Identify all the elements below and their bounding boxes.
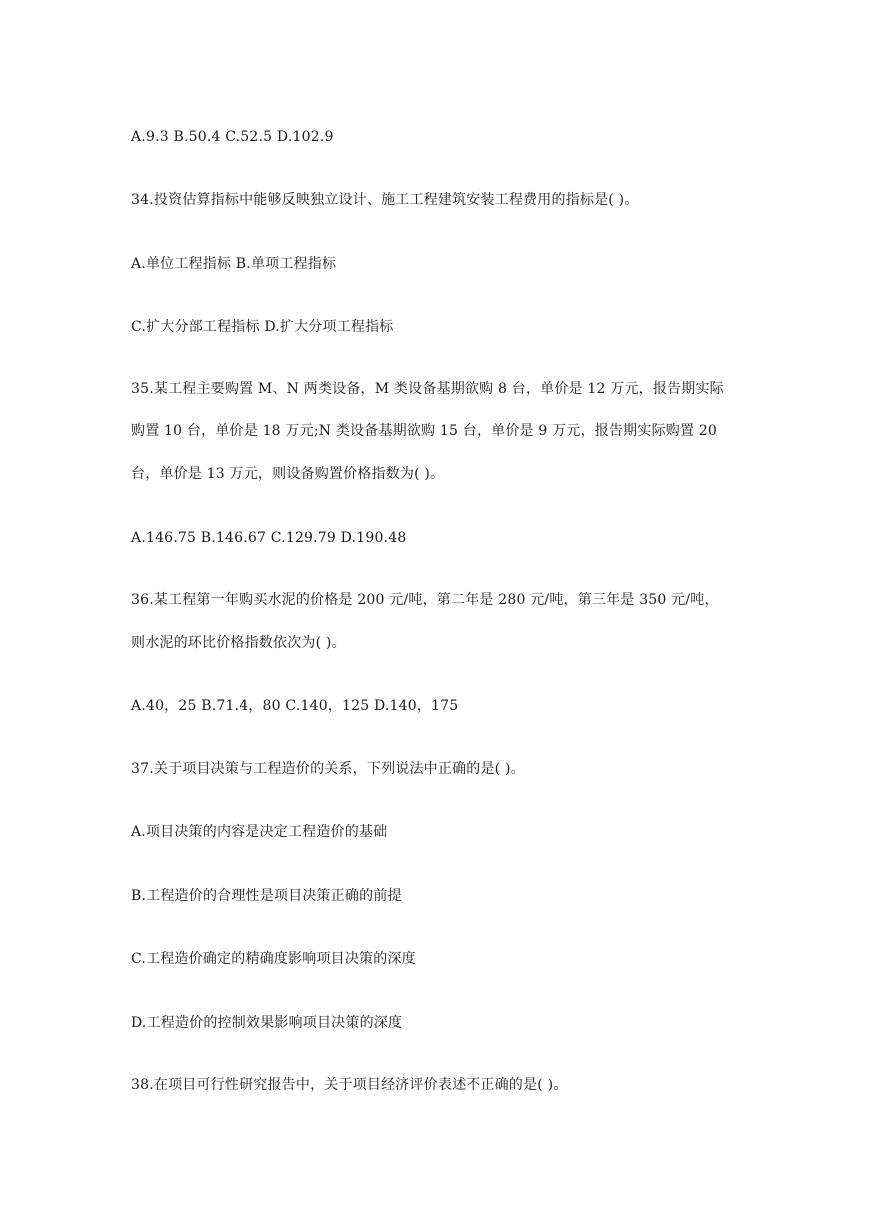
q35-question-line1: 35.某工程主要购置 M、N 两类设备，M 类设备基期欲购 8 台，单价是 12 万元，报告期实际	[131, 381, 724, 397]
q34-options-ab: A.单位工程指标 B.单项工程指标	[131, 256, 337, 272]
q37-option-a: A.项目决策的内容是决定工程造价的基础	[131, 824, 388, 840]
q37-option-c: C.工程造价确定的精确度影响项目决策的深度	[131, 951, 416, 967]
q37-option-b: B.工程造价的合理性是项目决策正确的前提	[131, 888, 402, 904]
q35-options: A.146.75 B.146.67 C.129.79 D.190.48	[131, 530, 407, 546]
q37-option-d: D.工程造价的控制效果影响项目决策的深度	[131, 1015, 403, 1031]
q35-question-line2: 购置 10 台，单价是 18 万元;N 类设备基期欲购 15 台，单价是 9 万元，报告期实际购置 20	[131, 423, 718, 439]
q36-question-line1: 36.某工程第一年购买水泥的价格是 200 元/吨，第二年是 280 元/吨，第三年是 350 元/吨，	[131, 592, 719, 608]
q35-question-line3: 台，单价是 13 万元，则设备购置价格指数为( )。	[131, 466, 445, 482]
q36-question-line2: 则水泥的环比价格指数依次为( )。	[131, 635, 346, 651]
q34-question: 34.投资估算指标中能够反映独立设计、施工工程建筑安装工程费用的指标是( )。	[131, 192, 639, 208]
q34-options-cd: C.扩大分部工程指标 D.扩大分项工程指标	[131, 319, 394, 335]
q38-question: 38.在项目可行性研究报告中，关于项目经济评价表述不正确的是( )。	[131, 1077, 568, 1093]
q36-options: A.40，25 B.71.4，80 C.140，125 D.140，175	[131, 698, 459, 714]
q33-options: A.9.3 B.50.4 C.52.5 D.102.9	[131, 129, 334, 145]
q37-question: 37.关于项目决策与工程造价的关系，下列说法中正确的是( )。	[131, 761, 525, 777]
